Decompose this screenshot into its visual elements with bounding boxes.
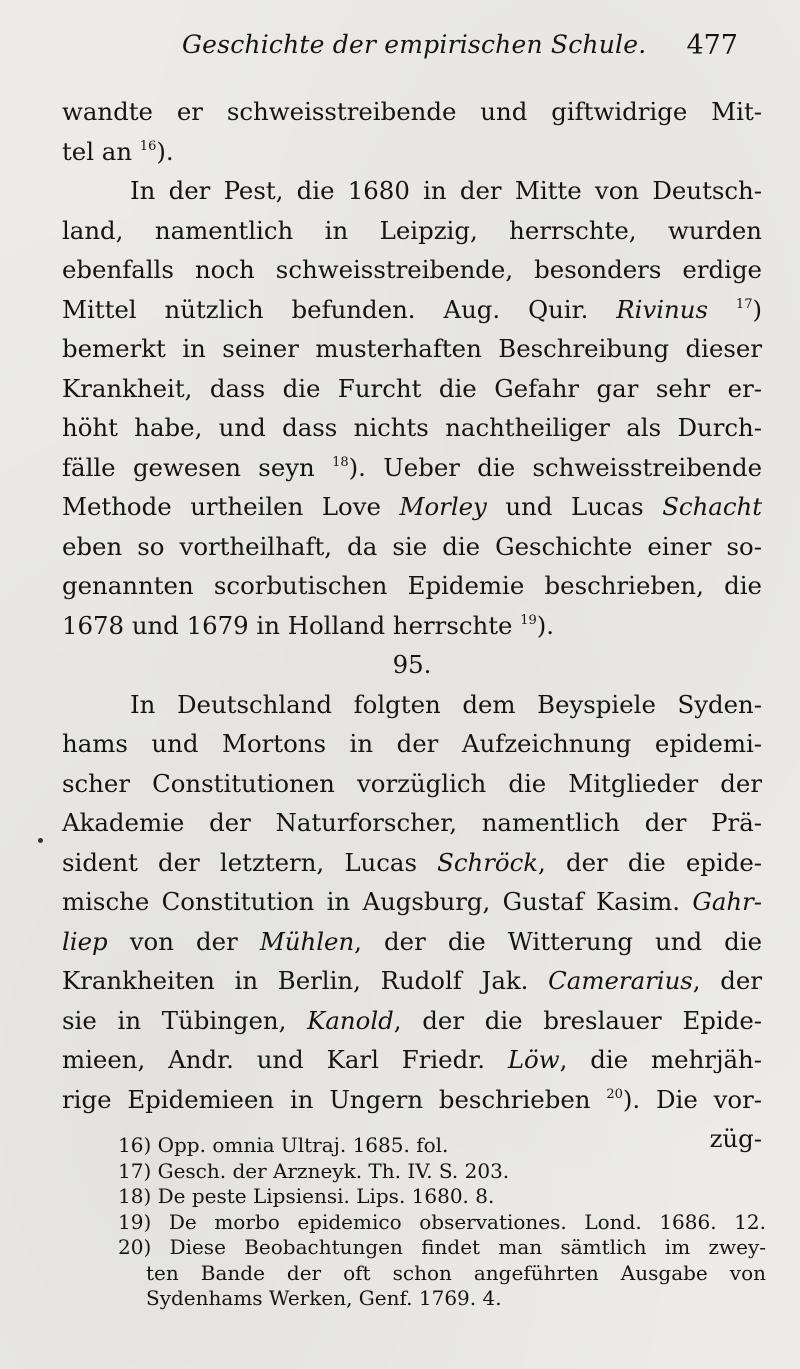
text-line: [62, 961, 762, 1001]
text-run: hams und Mortons in der Aufzeichnung epidemi-: [62, 729, 762, 758]
text-run: 95.: [392, 650, 432, 679]
text-run: , der die breslauer Epide-: [393, 1005, 762, 1035]
text-run: In der Pest, die 1680 in der Mitte von Deutsch-: [130, 176, 762, 205]
text-line: [62, 527, 762, 567]
text-run: 18) De peste Lipsiensi. Lips. 1680. 8.: [118, 1184, 495, 1208]
footnote-marker: 16: [139, 138, 157, 154]
text-run: von der: [107, 926, 260, 956]
text-line: [62, 408, 762, 448]
running-title: Geschichte der empirischen Schule.: [182, 30, 647, 59]
footnote-line: [118, 1235, 766, 1261]
text-run: , die mehrjäh-: [559, 1045, 763, 1074]
text-line: [62, 882, 762, 922]
text-run: mieen, Andr. und Karl Friedr.: [62, 1045, 508, 1074]
text-run: fälle gewesen seyn: [62, 452, 333, 482]
text-run: In Deutschland folgten dem Beyspiele Syden-: [130, 689, 762, 719]
text-line: [62, 1001, 762, 1041]
text-run: mische Constitution in Augsburg, Gustaf Kasim.: [62, 887, 693, 916]
text-run: 20) Diese Beobachtungen findet man sämtlich im zwey-: [118, 1235, 766, 1259]
text-run: 19) De morbo epidemico observationes. Lond. 1686. 12.: [118, 1209, 766, 1234]
footnote-line: [118, 1261, 766, 1287]
footnote-line: [118, 1159, 766, 1185]
text-run: und Lucas: [486, 492, 663, 521]
footnote-marker: 20: [606, 1086, 623, 1102]
italic-name: Schröck: [437, 847, 539, 877]
text-run: [708, 295, 736, 324]
text-run: ten Bande der oft schon angeführten Ausgabe von: [146, 1260, 766, 1285]
text-line: [62, 448, 762, 488]
footnote-marker: 18: [332, 454, 349, 470]
text-line: [62, 369, 762, 409]
text-run: Krankheit, dass die Furcht die Gefahr gar sehr er-: [62, 373, 762, 403]
italic-name: Löw: [507, 1045, 560, 1074]
text-run: rige Epidemieen in Ungern beschrieben: [62, 1084, 607, 1114]
italic-name: Gahr-: [692, 887, 762, 916]
text-line: [62, 803, 762, 843]
footnote-line: [118, 1184, 766, 1210]
text-run: sie in Tübingen,: [62, 1005, 308, 1035]
text-run: züg-: [709, 1124, 762, 1153]
text-run: genannten scorbutischen Epidemie beschrieben, die: [62, 571, 762, 600]
italic-name: Rivinus: [616, 294, 708, 324]
text-run: Krankheiten in Berlin, Rudolf Jak.: [62, 966, 549, 995]
text-line: [62, 922, 762, 962]
text-run: , der: [692, 966, 762, 995]
text-run: Methode urtheilen Love: [62, 492, 400, 521]
text-run: , der die epide-: [538, 847, 762, 877]
text-line: [62, 566, 762, 606]
text-run: , der die Witterung und die: [354, 926, 763, 956]
footnote-line: [118, 1210, 766, 1236]
footnote-line: [118, 1286, 766, 1312]
text-line: [62, 92, 762, 132]
text-line: [62, 1080, 762, 1120]
text-line: [62, 132, 762, 172]
italic-name: Schacht: [662, 492, 762, 521]
text-run: 16) Opp. omnia Ultraj. 1685. fol.: [118, 1133, 449, 1157]
italic-name: Mühlen: [259, 926, 355, 956]
text-run: bemerkt in seiner musterhaften Beschreibung dieser: [62, 334, 762, 363]
footnote-marker: 17: [735, 296, 753, 312]
text-run: ).: [536, 610, 555, 640]
text-line: [62, 211, 762, 251]
margin-dot-icon: [38, 838, 43, 843]
text-line: [62, 487, 762, 527]
text-line: [62, 171, 762, 211]
body-text: [62, 92, 762, 1159]
italic-name: Morley: [399, 492, 487, 521]
text-line: [62, 290, 762, 330]
text-line: [62, 843, 762, 883]
text-run: 17) Gesch. der Arzneyk. Th. IV. S. 203.: [118, 1158, 510, 1183]
text-line: [62, 685, 762, 725]
italic-name: liep: [62, 926, 108, 956]
text-run: sident der letztern, Lucas: [62, 847, 438, 877]
text-line: [62, 250, 762, 290]
text-line: [62, 724, 762, 764]
text-run: land, namentlich in Leipzig, herrschte, wurden: [62, 215, 762, 245]
text-run: Akademie der Naturforscher, namentlich der Prä-: [62, 808, 762, 837]
text-run: ). Die vor-: [622, 1084, 762, 1114]
text-line: [62, 606, 762, 646]
section-number: [62, 645, 762, 685]
text-line: [62, 764, 762, 804]
text-line: [62, 329, 762, 369]
italic-name: Camerarius: [548, 966, 693, 995]
text-run: ): [752, 294, 762, 324]
text-line: [62, 1040, 762, 1080]
text-run: Mittel nützlich befunden. Aug. Quir.: [62, 294, 617, 324]
page-header: [170, 30, 738, 70]
page-number: 477: [686, 30, 738, 61]
italic-name: Kanold: [307, 1005, 394, 1035]
text-run: tel an: [62, 136, 140, 166]
text-run: eben so vortheilhaft, da sie die Geschichte einer so-: [62, 531, 762, 561]
text-run: wandte er schweisstreibende und giftwidrige Mit-: [62, 97, 762, 126]
text-run: ).: [156, 136, 174, 166]
footnote-line: [118, 1133, 766, 1159]
footnotes: [118, 1133, 766, 1312]
text-run: Sydenhams Werken, Genf. 1769. 4.: [146, 1286, 502, 1310]
text-run: 1678 und 1679 in Holland herrschte: [62, 610, 521, 640]
text-run: ). Ueber die schweisstreibende: [348, 452, 763, 482]
text-run: ebenfalls noch schweisstreibende, besonders erdige: [62, 255, 762, 284]
footnote-marker: 19: [520, 612, 537, 628]
text-run: scher Constitutionen vorzüglich die Mitglieder der: [62, 768, 762, 798]
text-run: höht habe, und dass nichts nachtheiliger als Durch-: [62, 413, 762, 442]
